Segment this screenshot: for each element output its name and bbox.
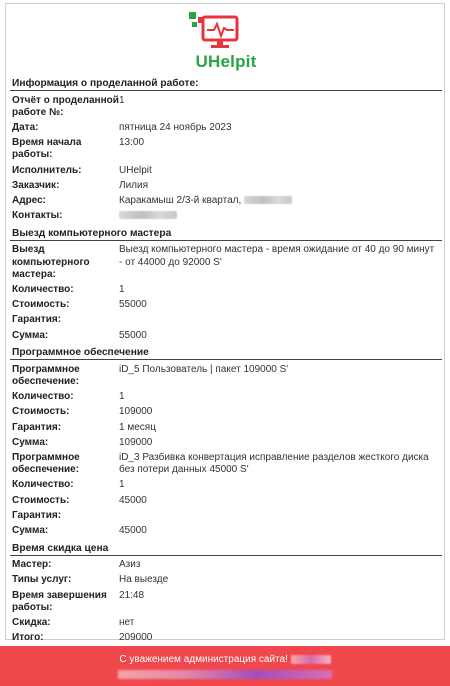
master-row (10, 558, 442, 573)
address-text: Каракамыш 2/3-й квартал, (119, 194, 242, 206)
field-value: 1 (119, 283, 125, 295)
field-label: Стоимость: (12, 494, 70, 506)
section-divider (10, 240, 442, 241)
field-value: 1 (119, 94, 125, 106)
redacted-contacts (119, 211, 177, 219)
field-label: Время завершения работы: (12, 589, 107, 613)
field-value (119, 210, 440, 222)
field-label: Типы услуг: (12, 574, 72, 586)
field-value: 45000 (119, 494, 147, 506)
report-content (10, 76, 442, 646)
field-label: Контакты: (12, 210, 63, 222)
cost-row (10, 298, 442, 313)
redacted-site-name (291, 655, 331, 664)
service-row (10, 243, 442, 283)
quantity-row (10, 390, 442, 405)
field-label: Скидка: (12, 617, 51, 628)
field-label: Сумма: (12, 436, 49, 448)
section-title: Информация о проделанной работе: (12, 78, 199, 89)
field-value: Азиз (119, 559, 141, 571)
field-label: Стоимость: (12, 406, 70, 418)
report-card (5, 3, 445, 644)
cost-row (10, 493, 442, 508)
field-label: Исполнитель: (12, 164, 82, 176)
field-label: Заказчик: (12, 179, 60, 191)
field-label: Гарантия: (12, 509, 62, 521)
sum-row (10, 435, 442, 450)
footer-banner (0, 646, 450, 686)
field-label: Сумма: (12, 329, 49, 341)
report-number-row (10, 93, 442, 120)
cost-row (10, 405, 442, 420)
field-value: нет (119, 617, 135, 628)
field-label: Отчёт о проделанной работе №: (12, 94, 119, 118)
contacts-row (10, 209, 442, 224)
field-label: Итого: (12, 632, 44, 644)
field-value (119, 314, 440, 326)
section-discount (10, 541, 442, 646)
field-value: 21:48 (119, 589, 145, 601)
warranty-row (10, 508, 442, 523)
field-value: 109000 (119, 406, 153, 418)
field-label: Программное обеспечение: (12, 363, 80, 387)
software-row (10, 362, 442, 389)
start-time-row (10, 136, 442, 163)
section-divider (10, 359, 442, 360)
field-value: 55000 (119, 329, 147, 341)
field-label: Выезд компьютерного мастера: (12, 244, 90, 280)
customer-row (10, 178, 442, 193)
field-value: 209000 (119, 632, 153, 644)
brand-name: UHelpit (195, 52, 257, 71)
section-software (10, 345, 442, 538)
field-label: Дата: (12, 121, 39, 133)
field-value: пятница 24 ноябрь 2023 (119, 121, 232, 133)
footer-text: С уважением администрация сайта! (119, 654, 288, 665)
total-row (10, 631, 442, 646)
brand-logo (6, 10, 446, 72)
discount-row (10, 616, 442, 631)
footer-message (0, 654, 450, 665)
field-label: Гарантия: (12, 314, 62, 326)
field-value: UHelpit (119, 164, 152, 176)
section-divider (10, 90, 442, 91)
section-title: Программное обеспечение (12, 347, 149, 359)
software-row (10, 450, 442, 477)
redacted-footer-line (118, 670, 332, 679)
field-value: 55000 (119, 299, 147, 311)
quantity-row (10, 282, 442, 297)
quantity-row (10, 478, 442, 493)
section-master-visit (10, 226, 442, 343)
field-label: Гарантия: (12, 421, 62, 433)
warranty-row (10, 420, 442, 435)
monitor-heartbeat-icon (189, 12, 245, 50)
field-label: Сумма: (12, 524, 49, 536)
field-label: Мастер: (12, 559, 52, 571)
field-value: 45000 (119, 524, 147, 536)
date-row (10, 120, 442, 135)
field-value (119, 195, 440, 207)
field-value: На выезде (119, 574, 169, 586)
field-value: 109000 (119, 436, 153, 448)
section-title: Выезд компьютерного мастера (12, 227, 172, 239)
field-label: Количество: (12, 391, 74, 403)
executor-row (10, 163, 442, 178)
field-value: Лилия (119, 179, 148, 191)
field-label: Количество: (12, 479, 74, 491)
field-label: Время начала работы: (12, 137, 82, 161)
field-value: iD_5 Пользователь | пакет 109000 S' (119, 363, 289, 375)
field-value: iD_3 Разбивка конвертация исправление разделов жесткого диска без потери данных 45000 S' (119, 451, 429, 476)
field-value: 13:00 (119, 137, 145, 149)
field-value: Выезд компьютерного мастера - время ожидание от 40 до 90 минут - от 44000 до 92000 S' (119, 244, 435, 268)
address-row (10, 193, 442, 208)
field-value (119, 510, 440, 522)
field-label: Адрес: (12, 194, 46, 206)
field-value: 1 (119, 479, 125, 491)
field-label: Стоимость: (12, 299, 70, 311)
end-time-row (10, 588, 442, 615)
sum-row (10, 523, 442, 538)
warranty-row (10, 313, 442, 328)
field-value: 1 месяц (119, 421, 156, 433)
section-title: Время скидка цена (12, 542, 109, 554)
field-label: Программное обеспечение: (12, 451, 80, 476)
field-label: Количество: (12, 283, 74, 295)
sum-row (10, 328, 442, 343)
section-work-info (10, 76, 442, 224)
field-value: 1 (119, 391, 125, 403)
section-divider (10, 555, 442, 556)
service-type-row (10, 573, 442, 588)
redacted-address (244, 196, 292, 204)
